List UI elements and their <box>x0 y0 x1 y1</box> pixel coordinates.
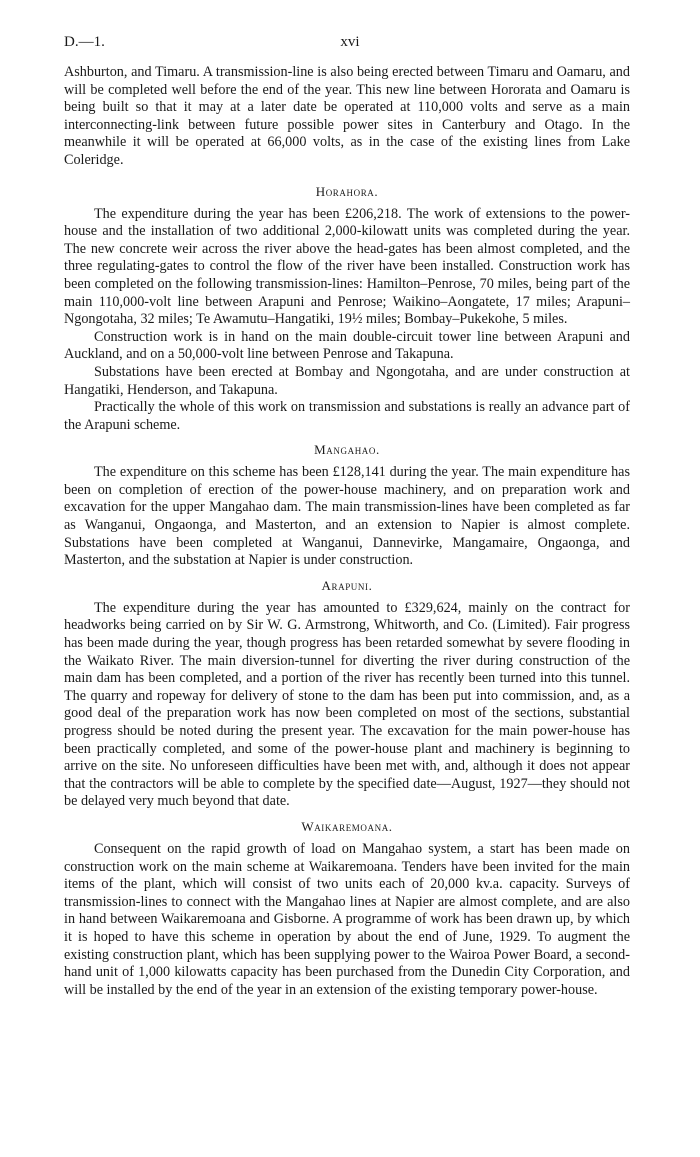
page-number: xvi <box>340 34 360 50</box>
paragraph: The expenditure on this scheme has been £128,141 during the year. The main expenditure has been on completion of erection of the power-house machinery, and on preparation work and excavation for the upper Mangahao dam. The main transmission-lines have been completed as far as Wanganui, Ongaonga, and Masterton, and an extension to Napier is almost complete. Substations have been completed at Wanganui, Dannevirke, Mangamaire, Ongaonga, and Masterton, and the substation at Napier is under construction. <box>64 464 630 569</box>
document-reference: D.—1. <box>64 34 105 50</box>
paragraph: Construction work is in hand on the main double-circuit tower line between Arapuni and Auckland, and on a 50,000-volt line between Penrose and Takapuna. <box>64 328 630 363</box>
paragraph: Practically the whole of this work on transmission and substations is really an advance part of the Arapuni scheme. <box>64 399 630 433</box>
section-heading-mangahao: Mangahao. <box>314 442 380 458</box>
section-heading-arapuni: Arapuni. <box>321 577 373 593</box>
paragraph: Consequent on the rapid growth of load on Mangahao system, a start has been made on construction work on the main scheme at Waikaremoana. Tenders have been invited for the main items of the plant, which will consist of two units each of 20,000 kv.a. capacity. Surveys of transmission-lines to connect with the Mangahao lines at Napier are almost complete, and are also in hand between Waikaremoana and Gisborne. A programme of work has been drawn up, by which it is hoped to have this scheme in operation by about the end of June, 1929. To augment the existing construction plant, which has been supplying power to the Wairoa Power Board, a second-hand unit of 1,000 kilowatts capacity has been purchased from the Dunedin City Corporation, and will be installed by the end of the year in an extension of the existing temporary power-house. <box>64 840 630 998</box>
paragraph: Substations have been erected at Bombay and Ngongotaha, and are under construction at Hangatiki, Henderson, and Takapuna. <box>64 363 630 398</box>
section-heading-waikaremoana: Waikaremoana. <box>301 818 393 834</box>
paragraph: The expenditure during the year has been £206,218. The work of extensions to the power-house and the installation of two additional 2,000-kilowatt units was completed during the year. The new concrete weir across the river above the head-gates has been almost completed, and the three regulating-gates to control the flow of the river have been installed. Construction work has been completed on the following transmission-lines: Hamilton–Penrose, 70 miles, being part of the main 110,000-volt line between Arapuni and Penrose; Waikino–Aongatete, 17 miles; Arapuni–Ngongotaha, 32 miles; Te Awamutu–Hangatiki, 19½ miles; Bombay–Pukekohe, 5 miles. <box>64 205 630 328</box>
paragraph: The expenditure during the year has amounted to £329,624, mainly on the contract for headworks being carried on by Sir W. G. Armstrong, Whitworth, and Co. (Limited). Fair progress has been made during the year, though progress has been retarded somewhat by severe flooding in the Waikato River. The main diversion-tunnel for diverting the river during construction of the main dam has been completed, and a portion of the river has recently been turned into this tunnel. The quarry and ropeway for delivery of stone to the dam has been put into commission, and, as a good deal of the preparation work has now been completed on most of the sections, substantial progress should be noted during the present year. The excavation for the main power-house has been practically completed, and some of the power-house plant and machinery is beginning to arrive on the site. No unforeseen difficulties have been met with, and, although it does not appear that the contractors will be able to complete by the specified date—August, 1927—they should not be delayed very much beyond that date. <box>64 599 630 810</box>
document-body <box>64 64 630 999</box>
paragraph-continuation: Ashburton, and Timaru. A transmission-line is also being erected between Timaru and Oamaru, and will be completed well before the end of the year. This new line between Hororata and Oamaru is being built so that it may at a later date be operated at 110,000 volts and serve as a main interconnecting-link between future possible power sites in Canterbury and Otago. In the meanwhile it will be operated at 66,000 volts, as in the case of the existing lines from Lake Coleridge. <box>64 64 630 168</box>
section-heading-horahora: Horahora. <box>315 183 379 199</box>
